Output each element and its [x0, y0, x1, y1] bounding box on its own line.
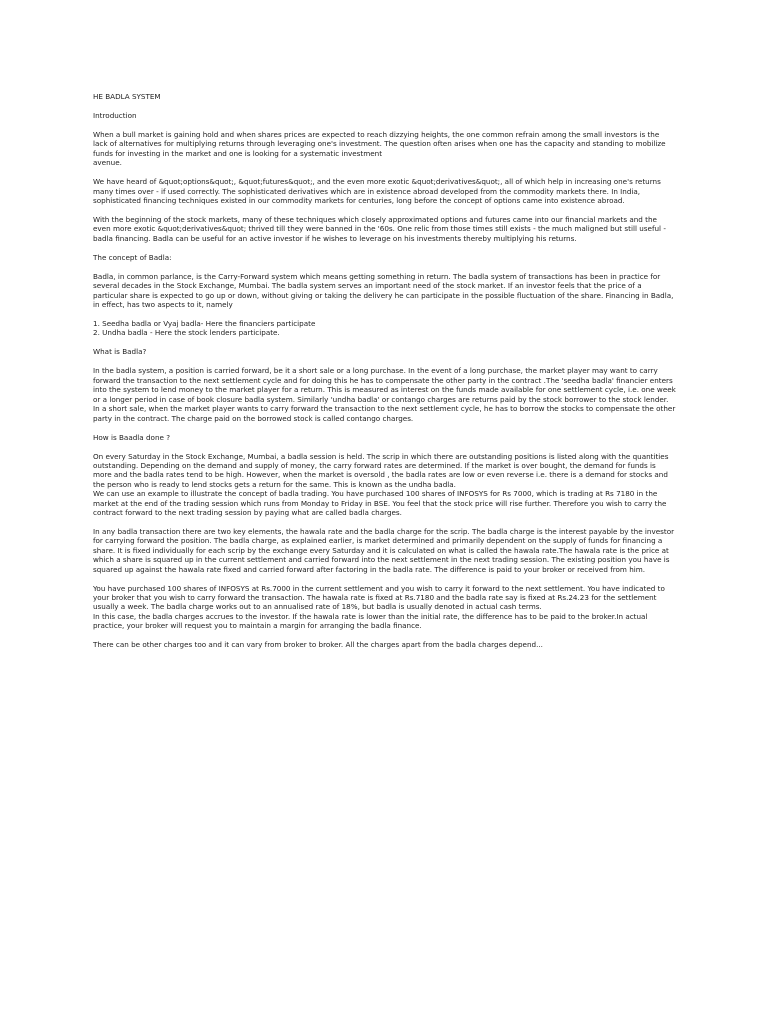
- section-heading: The concept of Badla:: [93, 252, 172, 262]
- section-heading: What is Badla?: [93, 347, 147, 357]
- paragraph: We have heard of &quot;options&quot;, &quot;futures&quot;, and the even more exotic &quot;derivatives&quot;, all of which help in increasing one's returns many times over - if used correctly. The sophisticated derivatives which are in existence abroad developed from the commodity markets there. In India, sophisticated financing techniques existed in our commodity markets for centuries, long before the concept of options came into existence abroad.: [93, 177, 661, 206]
- list-item: 2. Undha badla - Here the stock lenders participate.: [93, 328, 280, 338]
- paragraph: In the badla system, a position is carried forward, be it a short sale or a long purchase. In the event of a long purchase, the market player may want to carry forward the transaction to the next settlement cycle and for doing this he has to compensate the other party in the contract .The 'seedha badla' financier enters into the system to lend money to the market player for a return. This is measured as interest on the funds made available for one settlement cycle, i.e. one week or a longer period in case of book closure badla system. Similarly 'undha badla' or contango charges are returns paid by the stock borrower to the stock lender. In a short sale, when the market player wants to carry forward the transaction to the next settlement cycle, he has to borrow the stocks to compensate the other party in the contract. The charge paid on the borrowed stock is called contango charges.: [93, 366, 676, 423]
- paragraph: You have purchased 100 shares of INFOSYS at Rs.7000 in the current settlement and you wish to carry it forward to the next settlement. You have indicated to your broker that you wish to carry forward the transaction. The hawala rate is fixed at Rs.7180 and the badla rate say is fixed at Rs.24.23 for the settlement usually a week. The badla charge works out to an annualised rate of 18%, but badla is usually denoted in actual cash terms. In this case, the badla charges accrues to the investor. If the hawala rate is lower than the initial rate, the difference has to be paid to the broker.In actual practice, your broker will request you to maintain a margin for arranging the badla finance.: [93, 583, 665, 631]
- document-title: HE BADLA SYSTEM: [93, 92, 161, 101]
- document-body: [93, 92, 676, 659]
- section-heading: Introduction: [93, 111, 137, 120]
- paragraph: With the beginning of the stock markets, many of these techniques which closely approximated options and futures came into our financial markets and the even more exotic &quot;derivatives&quot; thrived till they were banned in the '60s. One relic from those times still exists - the much maligned but still useful - badla financing. Badla can be useful for an active investor if he wishes to leverage on his investments thereby multiplying his returns.: [93, 215, 666, 243]
- paragraph: When a bull market is gaining hold and when shares prices are expected to reach dizzying heights, the one common refrain among the small investors is the lack of alternatives for multiplying returns through leveraging one's investment. The question often arises when one has the capacity and standing to mobilize funds for investing in the market and one is looking for a systematic investment avenue.: [93, 130, 666, 168]
- list-item: 1. Seedha badla or Vyaj badla- Here the financiers participate: [93, 319, 316, 329]
- paragraph: There can be other charges too and it can vary from broker to broker. All the charges apart from the badla charges depend...: [93, 640, 543, 650]
- numbered-list: [93, 319, 676, 338]
- section-heading: How is Baadla done ?: [93, 432, 171, 442]
- document-content: [93, 111, 676, 650]
- paragraph: In any badla transaction there are two key elements, the hawala rate and the badla charge for the scrip. The badla charge is the interest payable by the investor for carrying forward the position. The badla charge, as explained earlier, is market determined and primarily dependent on the supply of funds for financing a share. It is fixed individually for each scrip by the exchange every Saturday and it is calculated on what is called the hawala rate.The hawala rate is the price at which a share is squared up in the current settlement and carried forward into the next settlement in the next trading session. The existing position you have is squared up against the hawala rate fixed and carried forward after factoring in the badla rate. The difference is paid to your broker or received from him.: [93, 526, 675, 574]
- paragraph: Badla, in common parlance, is the Carry-Forward system which means getting something in return. The badla system of transactions has been in practice for several decades in the Stock Exchange, Mumbai. The badla system serves an important need of the stock market. If an investor feels that the price of a particular share is expected to go up or down, without giving or taking the delivery he can participate in the possible fluctuation of the share. Financing in Badla, in effect, has two aspects to it, namely: [93, 271, 674, 310]
- paragraph: On every Saturday in the Stock Exchange, Mumbai, a badla session is held. The scrip in which there are outstanding positions is listed along with the quantities outstanding. Depending on the demand and supply of money, the carry forward rates are determined. If the market is over bought, the demand for funds is more and the badla rates tend to be high. However, when the market is oversold , the badla rates are low or even reverse i.e. there is a demand for stocks and the person who is ready to lend stocks gets a return for the same. This is known as the undha badla. We can use an example to illustrate the concept of badla trading. You have purchased 100 shares of INFOSYS for Rs 7000, which is trading at Rs 7180 in the market at the end of the trading session which runs from Monday to Friday in BSE. You feel that the stock price will rise further. Therefore you wish to carry the contract forward to the next trading session by paying what are called badla charges.: [93, 451, 669, 517]
